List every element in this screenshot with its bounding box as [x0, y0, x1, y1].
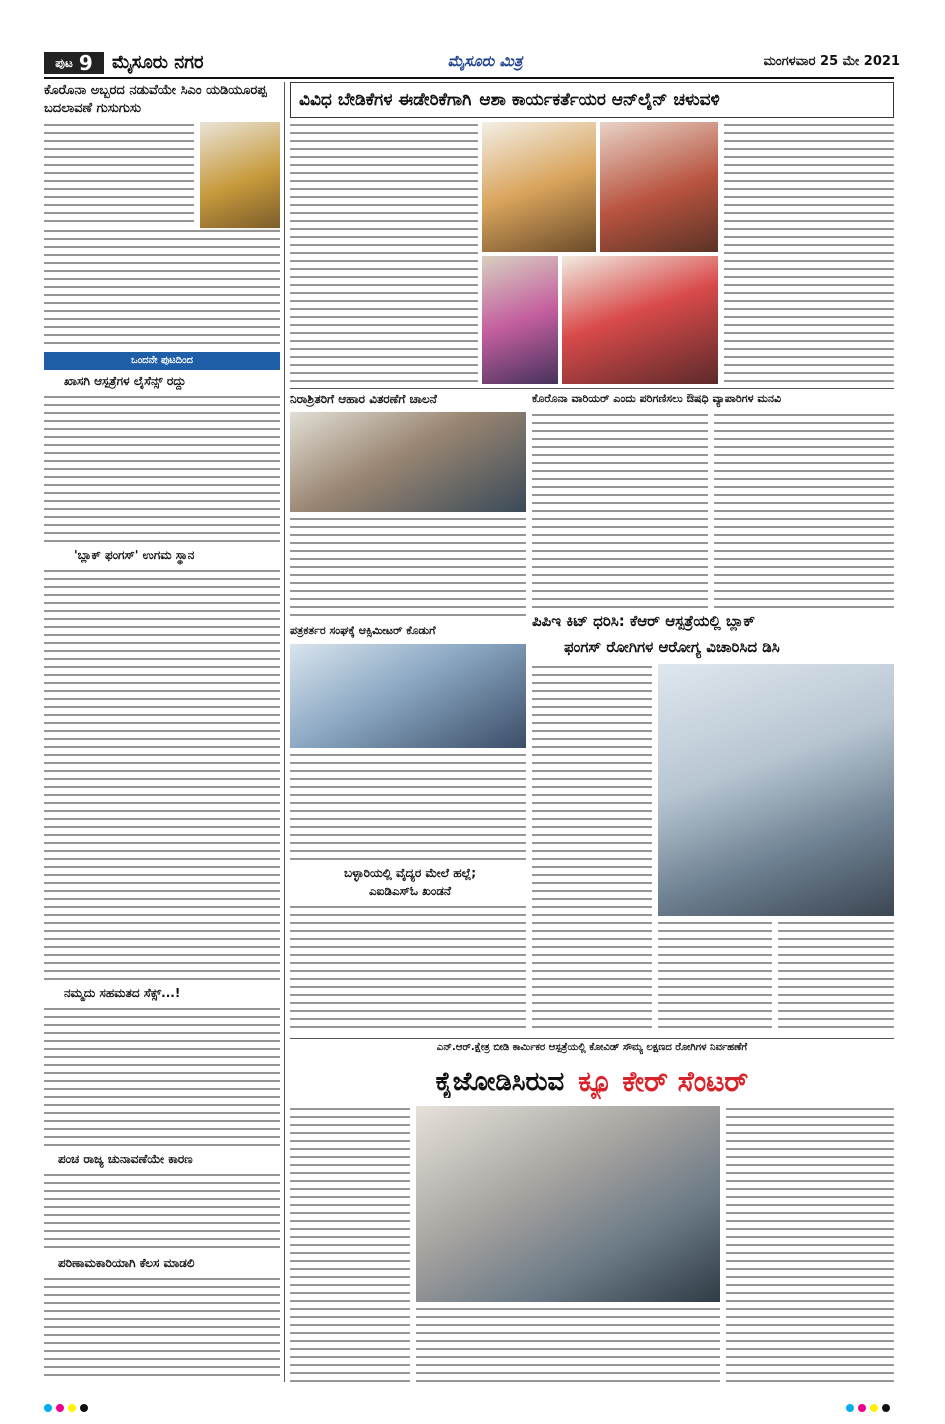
asha-body-left [290, 122, 478, 382]
asha-headline-part1: ವಿವಿಧ ಬೇಡಿಕೆಗಳ ಈಡೇರಿಕೆಗಾಗಿ [299, 90, 472, 110]
ppe-headline-2: ಫಂಗಸ್ ರೋಗಿಗಳ ಆರೋಗ್ಯ ವಿಚಾರಿಸಿದ ಡಿಸಿ [564, 638, 780, 656]
paper-name: ಮೈಸೂರು ಮಿತ್ರ [447, 52, 523, 70]
qcare-body-under-photo [416, 1306, 720, 1382]
left-column-divider [284, 82, 285, 1382]
food-photo [290, 412, 526, 512]
oximeter-body [290, 752, 526, 860]
asha-photo-3 [482, 256, 558, 384]
oximeter-photo [290, 644, 526, 748]
issue-date: ಮಂಗಳವಾರ 25 ಮೇ 2021 [763, 54, 900, 69]
qcare-headline [290, 1062, 894, 1102]
asha-photo-1 [482, 122, 596, 252]
food-caption [290, 516, 526, 616]
qcare-photo [416, 1106, 720, 1302]
qcare-headline-red: ಕ್ಯೂ ಕೇರ್ ಸೆಂಟರ್ [578, 1065, 749, 1098]
cm-story-headline: ಕೊರೊನಾ ಅಬ್ಬರದ ನಡುವೆಯೇ ಸಿಎಂ ಯಡಿಯೂರಪ್ಪ ಬದಲಾವಣೆ ಗುಸುಗುಸು [44, 83, 267, 116]
ppe-body-right-b [778, 920, 894, 1034]
ppe-headline-1: ಪಿಪಿಇ ಕಿಟ್ ಧರಿಸಿ: ಕೆಆರ್ ಆಸ್ಪತ್ರೆಯಲ್ಲಿ ಬ್ಲಾಕ್ [532, 612, 755, 630]
fungus-headline: 'ಬ್ಲಾಕ್ ಫಂಗಸ್' ಉಗಮ ಸ್ಥಾನ [74, 548, 195, 562]
qcare-body-right [726, 1106, 894, 1382]
masthead-rule [44, 77, 894, 79]
registration-dots-left [44, 1404, 104, 1412]
bottom-story-rule [290, 1038, 894, 1039]
consent-headline: ನಮ್ಮದು ಸಹಮತದ ಸೆಕ್ಸ್...! [64, 986, 181, 1000]
food-headline: ನಿರಾಶ್ರಿತರಿಗೆ ಆಹಾರ ವಿತರಣೆಗೆ ಚಾಲನೆ [290, 392, 437, 406]
asha-photo-4 [562, 256, 718, 384]
page-label: ಪುಟ [55, 55, 73, 70]
asha-headline-box [290, 82, 894, 118]
ballari-body [290, 904, 526, 1032]
registration-dots-right [846, 1404, 906, 1412]
effective-work-headline: ಪರಿಣಾಮಕಾರಿಯಾಗಿ ಕೆಲಸ ಮಾಡಲಿ [58, 1256, 195, 1270]
warrior-body-b [714, 412, 894, 610]
asha-photo-collage [482, 122, 718, 384]
asha-headline-part2: ಆಶಾ ಕಾರ್ಯಕರ್ತೆಯರ ಆನ್‌ಲೈನ್ ಚಳುವಳಿ [479, 90, 720, 110]
ballari-headline-2: ಎಐಡಿಎಸ್‌ಓ ಖಂಡನೆ [368, 884, 452, 898]
left-column [44, 82, 280, 1382]
license-headline: ಖಾಸಗಿ ಆಸ್ಪತ್ರೆಗಳ ಲೈಸೆನ್ಸ್ ರದ್ದು [64, 374, 186, 388]
cm-photo [200, 122, 280, 230]
ppe-body-left [532, 664, 652, 1034]
cm-story-body-b [44, 228, 280, 346]
cm-story-body-a [44, 122, 194, 222]
ballari-headline-1: ಬಳ್ಳಾರಿಯಲ್ಲಿ ವೈದ್ಯರ ಮೇಲೆ ಹಲ್ಲೆ; [343, 866, 477, 880]
license-body [44, 394, 280, 542]
ppe-photo [658, 664, 894, 916]
ppe-body-right-a [658, 920, 772, 1034]
oximeter-headline: ಪತ್ರಕರ್ತರ ಸಂಘಕ್ಕೆ ಆಕ್ಸಿಮೀಟರ್ ಕೊಡುಗೆ [290, 624, 436, 637]
asha-body-right [724, 122, 894, 382]
continued-banner: ಒಂದನೇ ಪುಟದಿಂದ [44, 352, 280, 370]
effective-work-body [44, 1276, 280, 1380]
qcare-headline-black: ಕೈಜೋಡಿಸಿರುವ [435, 1066, 565, 1097]
warrior-headline: ಕೊರೊನಾ ವಾರಿಯರ್ ಎಂದು ಪರಿಗಣಿಸಲು ಔಷಧಿ ವ್ಯಾಪಾರಿಗಳ ಮನವಿ [532, 392, 782, 405]
election-body [44, 1172, 280, 1250]
page-number: 9 [78, 51, 93, 75]
election-headline: ಪಂಚ ರಾಜ್ಯ ಚುನಾವಣೆಯೇ ಕಾರಣ [58, 1152, 193, 1166]
qcare-kicker: ಎನ್.ಆರ್.ಕ್ಷೇತ್ರ ಬೀಡಿ ಕಾರ್ಮಿಕರ ಆಸ್ಪತ್ರೆಯಲ್ಲಿ ಕೋವಿಡ್ ಸೌಮ್ಯ ಲಕ್ಷಣದ ರೋಗಿಗಳ ನಿರ್ವಹಣೆಗೆ [436, 1042, 748, 1053]
qcare-body-left [290, 1106, 410, 1382]
page-number-badge [44, 52, 104, 74]
top-story-rule [290, 388, 894, 389]
section-title: ಮೈಸೂರು ನಗರ [112, 52, 204, 73]
asha-photo-2 [600, 122, 718, 252]
consent-body [44, 1006, 280, 1146]
warrior-body-a [532, 412, 708, 610]
fungus-body [44, 568, 280, 980]
